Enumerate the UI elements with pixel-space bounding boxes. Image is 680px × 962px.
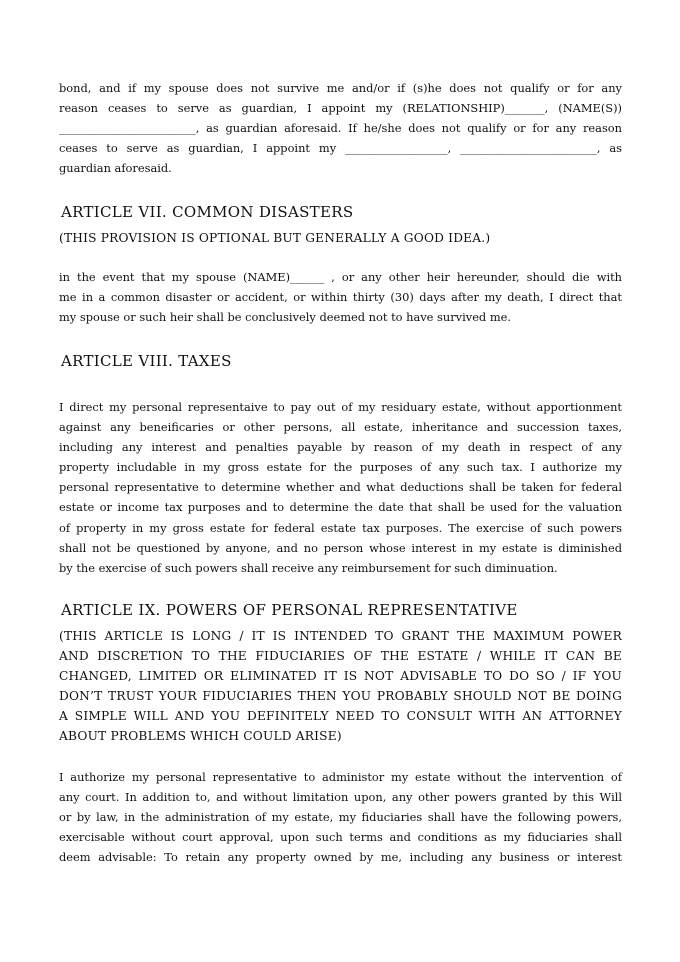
text-line: guardian aforesaid. <box>59 161 172 176</box>
text-line: by the exercise of such powers shall receive any reimbursement for such diminuation. <box>59 560 558 575</box>
text-line: shall not be questioned by anyone, and no person whose interest in my estate is diminished <box>59 540 622 555</box>
article-7-note: (THIS PROVISION IS OPTIONAL BUT GENERALLY A GOOD IDEA.) <box>59 231 491 245</box>
text-line: I direct my personal representaive to pay out of my residuary estate, without apportionment <box>59 400 622 414</box>
note-line: A SIMPLE WILL AND YOU DEFINITELY NEED TO CONSULT WITH AN ATTORNEY <box>59 709 622 723</box>
text-line: in the event that my spouse (NAME)______ , or any other heir hereunder, should die with <box>59 270 622 284</box>
text-line: ceases to serve as guardian, I appoint my __________________, ________________________, as <box>59 141 622 156</box>
note-line: (THIS ARTICLE IS LONG / IT IS INTENDED TO GRANT THE MAXIMUM POWER <box>59 629 622 643</box>
article-8-body <box>59 397 622 578</box>
note-line: CHANGED, LIMITED OR ELIMINATED IT IS NOT ADVISABLE TO DO SO / IF YOU <box>59 669 622 683</box>
note-line: DON’T TRUST YOUR FIDUCIARIES THEN YOU PROBABLY SHOULD NOT BE DOING <box>59 689 622 703</box>
text-line: any court. In addition to, and without limitation upon, any other powers granted by this Will <box>59 790 622 805</box>
article-9-body <box>59 767 622 867</box>
text-line: of property in my gross estate for federal estate tax purposes. The exercise of such powers <box>59 520 622 535</box>
guardian-paragraph <box>59 78 622 178</box>
text-line: I authorize my personal representative to administor my estate without the intervention of <box>59 770 622 784</box>
text-line: personal representative to determine whether and what deductions shall be taken for federal <box>59 480 622 495</box>
article-9-note <box>59 626 622 746</box>
note-line: ABOUT PROBLEMS WHICH COULD ARISE) <box>59 729 342 743</box>
text-line: ________________________, as guardian aforesaid. If he/she does not qualify or for any reason <box>59 121 622 136</box>
text-line: me in a common disaster or accident, or within thirty (30) days after my death, I direct that <box>59 290 622 305</box>
article-9-heading: ARTICLE IX. POWERS OF PERSONAL REPRESENTATIVE <box>61 601 518 619</box>
article-8-heading: ARTICLE VIII. TAXES <box>61 352 232 370</box>
text-line: against any beneificaries or other persons, all estate, inheritance and succession taxes, <box>59 420 622 435</box>
article-7-heading: ARTICLE VII. COMMON DISASTERS <box>61 203 354 221</box>
text-line: bond, and if my spouse does not survive me and/or if (s)he does not qualify or for any <box>59 81 622 95</box>
text-line: exercisable without court approval, upon such terms and conditions as my fiduciaries shall <box>59 830 622 845</box>
text-line: deem advisable: To retain any property owned by me, including any business or interest <box>59 850 622 865</box>
text-line: or by law, in the administration of my estate, my fiduciaries shall have the following powers, <box>59 810 622 825</box>
text-line: property includable in my gross estate for the purposes of any such tax. I authorize my <box>59 460 622 475</box>
text-line: reason ceases to serve as guardian, I appoint my (RELATIONSHIP)_______, (NAME(S)) <box>59 101 622 116</box>
text-line: including any interest and penalties payable by reason of my death in respect of any <box>59 440 622 455</box>
text-line: my spouse or such heir shall be conclusively deemed not to have survived me. <box>59 310 512 325</box>
note-line: AND DISCRETION TO THE FIDUCIARIES OF THE ESTATE / WHILE IT CAN BE <box>59 649 622 663</box>
article-7-body <box>59 267 622 327</box>
text-line: estate or income tax purposes and to determine the date that shall be used for the valuation <box>59 500 622 515</box>
